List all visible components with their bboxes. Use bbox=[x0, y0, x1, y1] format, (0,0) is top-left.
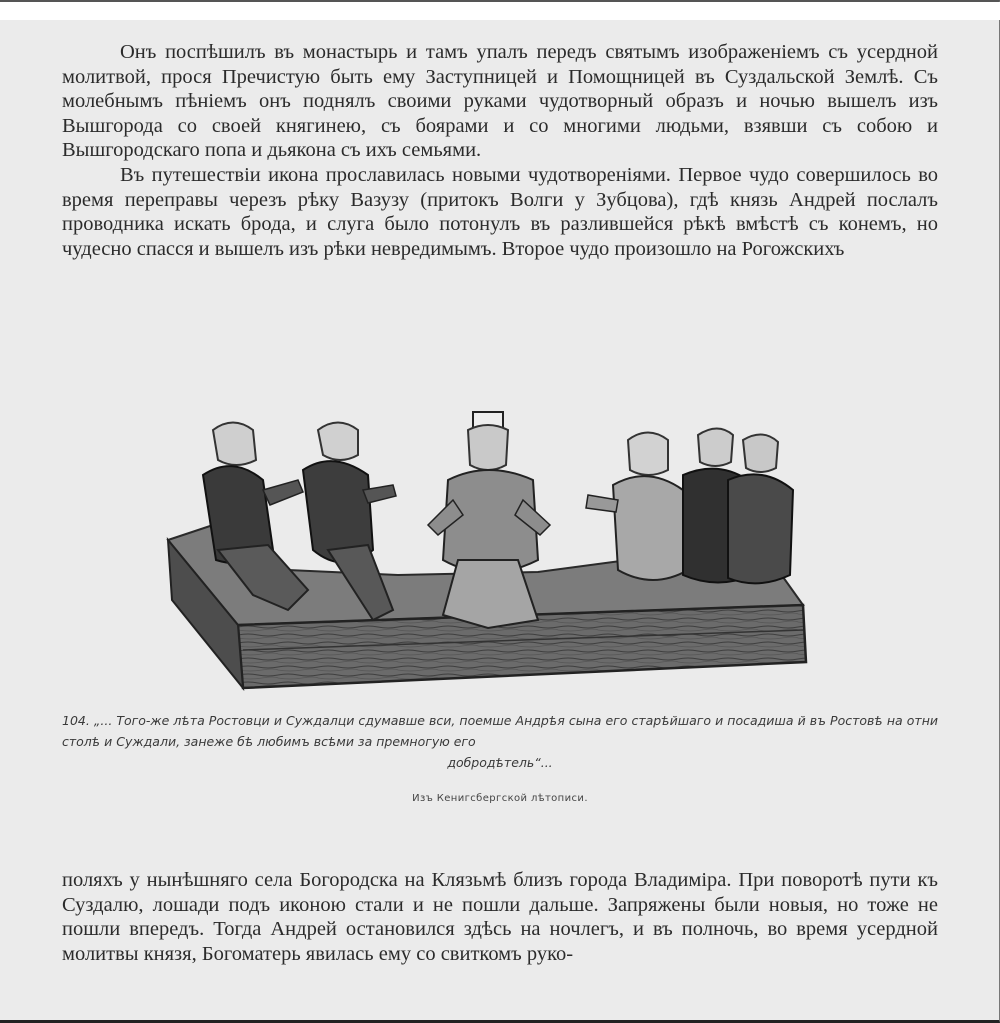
page-top-edge bbox=[0, 2, 1000, 20]
paragraph: Онъ поспѣшилъ въ монастырь и тамъ упалъ передъ святымъ изображеніемъ съ усердной молитвой, прося Пречистую быть ему Заступницей и Помощницей въ Суздальской Землѣ. Съ молебнымъ пѣніемъ онъ поднялъ своими руками чудотворный образъ и ночью вышелъ изъ Вышгорода со своей княгинею, съ боярами и со многими людьми, взявши съ собою и Вышгородскаго попа и дьякона съ ихъ семьями. bbox=[62, 41, 938, 162]
caption-text-end: добродѣтель“... bbox=[447, 755, 553, 770]
miniature-illustration bbox=[158, 400, 808, 700]
caption-text: 104. „... Того-же лѣта Ростовци и Суждалци сдумавше вси, поемше Андрѣя сына его старѣйшаго и посадиша й въ Ростовѣ на отни столѣ и Суждали, занеже бѣ любимъ всѣми за премногую его bbox=[62, 713, 938, 749]
text-block-top bbox=[62, 40, 938, 261]
paragraph: поляхъ у нынѣшняго села Богородска на Клязьмѣ близъ города Владиміра. При поворотѣ пути къ Суздалю, лошади подъ иконою стали и не пошли дальше. Запряжены были новыя, но тоже не пошли впередъ. Тогда Андрей остановился здѣсь на ночлегъ, и въ полночь, во время усердной молитвы князя, Богоматерь явилась ему со свиткомъ руко- bbox=[62, 869, 938, 965]
paragraph: Въ путешествіи икона прославилась новыми чудотвореніями. Первое чудо совершилось во время переправы черезъ рѣку Вазузу (притокъ Волги у Зубцова), гдѣ князь Андрей послалъ проводника искать брода, и слуга было потонулъ въ разлившейся рѣкѣ вмѣстѣ съ конемъ, но чудесно спасся и вышелъ изъ рѣки невредимымъ. Второе чудо произошло на Рогожскихъ bbox=[62, 163, 938, 260]
text-block-bottom bbox=[62, 868, 938, 966]
seated-figure-group bbox=[586, 429, 793, 584]
caption-source: Изъ Кенигсбергской лѣтописи. bbox=[412, 793, 588, 804]
illustration-caption bbox=[62, 710, 938, 773]
